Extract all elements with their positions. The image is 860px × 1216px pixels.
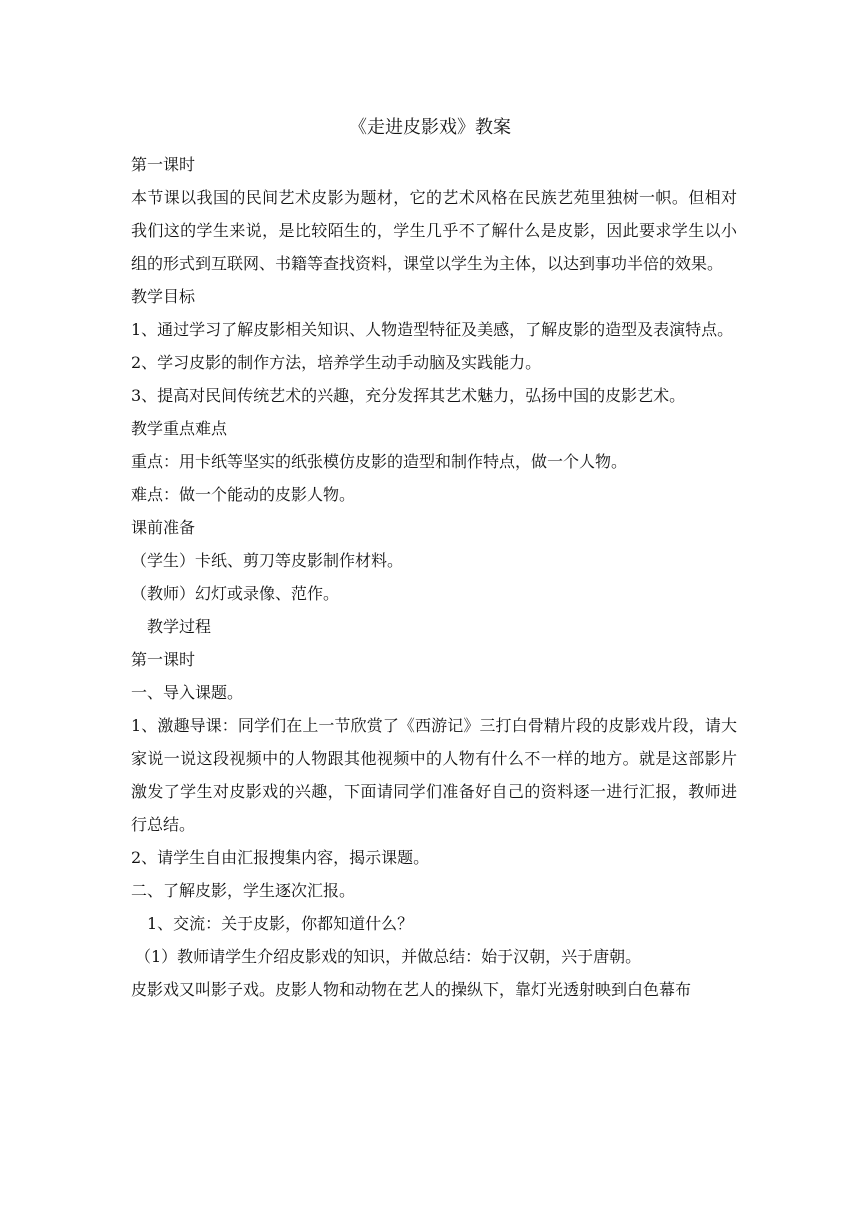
difficult-point: 难点：做一个能动的皮影人物。 <box>131 485 356 504</box>
step-heading: 一、导入课题。 <box>131 683 244 702</box>
intro-paragraph: 本节课以我国的民间艺术皮影为题材，它的艺术风格在民族艺苑里独树一帜。但相对我们这的学生来说，是比较陌生的，学生几乎不了解什么是皮影，因此要求学生以小组的形式到互联网、书籍等查找资料，课堂以学生为主体，以达到事功半倍的效果。 <box>131 188 737 273</box>
objective-item: 2、学习皮影的制作方法，培养学生动手动脑及实践能力。 <box>131 353 542 372</box>
step-paragraph: 皮影戏又叫影子戏。皮影人物和动物在艺人的操纵下，靠灯光透射映到白色幕布 <box>131 980 692 999</box>
objective-item: 3、提高对民间传统艺术的兴趣，充分发挥其艺术魅力，弘扬中国的皮影艺术。 <box>131 386 686 405</box>
section-heading: 教学重点难点 <box>131 419 228 438</box>
section-heading: 教学过程 <box>147 617 212 636</box>
section-heading: 第一课时 <box>131 650 196 669</box>
section-heading: 第一课时 <box>131 155 196 174</box>
prep-item: （学生）卡纸、剪刀等皮影制作材料。 <box>131 551 404 570</box>
step-paragraph: （1）教师请学生介绍皮影戏的知识，并做总结：始于汉朝，兴于唐朝。 <box>135 947 642 966</box>
step-paragraph: 1、交流：关于皮影，你都知道什么？ <box>147 914 414 933</box>
section-heading: 教学目标 <box>131 287 196 306</box>
objective-item: 1、通过学习了解皮影相关知识、人物造型特征及美感，了解皮影的造型及表演特点。 <box>131 320 734 339</box>
document-body <box>131 148 737 1006</box>
step-heading: 二、了解皮影，学生逐次汇报。 <box>131 881 356 900</box>
prep-item: （教师）幻灯或录像、范作。 <box>131 584 340 603</box>
step-paragraph: 1、激趣导课：同学们在上一节欣赏了《西游记》三打白骨精片段的皮影戏片段，请大家说一说这段视频中的人物跟其他视频中的人物有什么不一样的地方。就是这部影片激发了学生对皮影戏的兴趣，下面请同学们准备好自己的资料逐一进行汇报，教师进行总结。 <box>131 716 737 834</box>
document-title: 《走进皮影戏》教案 <box>349 117 511 138</box>
key-point: 重点：用卡纸等坚实的纸张模仿皮影的造型和制作特点，做一个人物。 <box>131 452 628 471</box>
section-heading: 课前准备 <box>131 518 196 537</box>
step-paragraph: 2、请学生自由汇报搜集内容，揭示课题。 <box>131 848 430 867</box>
